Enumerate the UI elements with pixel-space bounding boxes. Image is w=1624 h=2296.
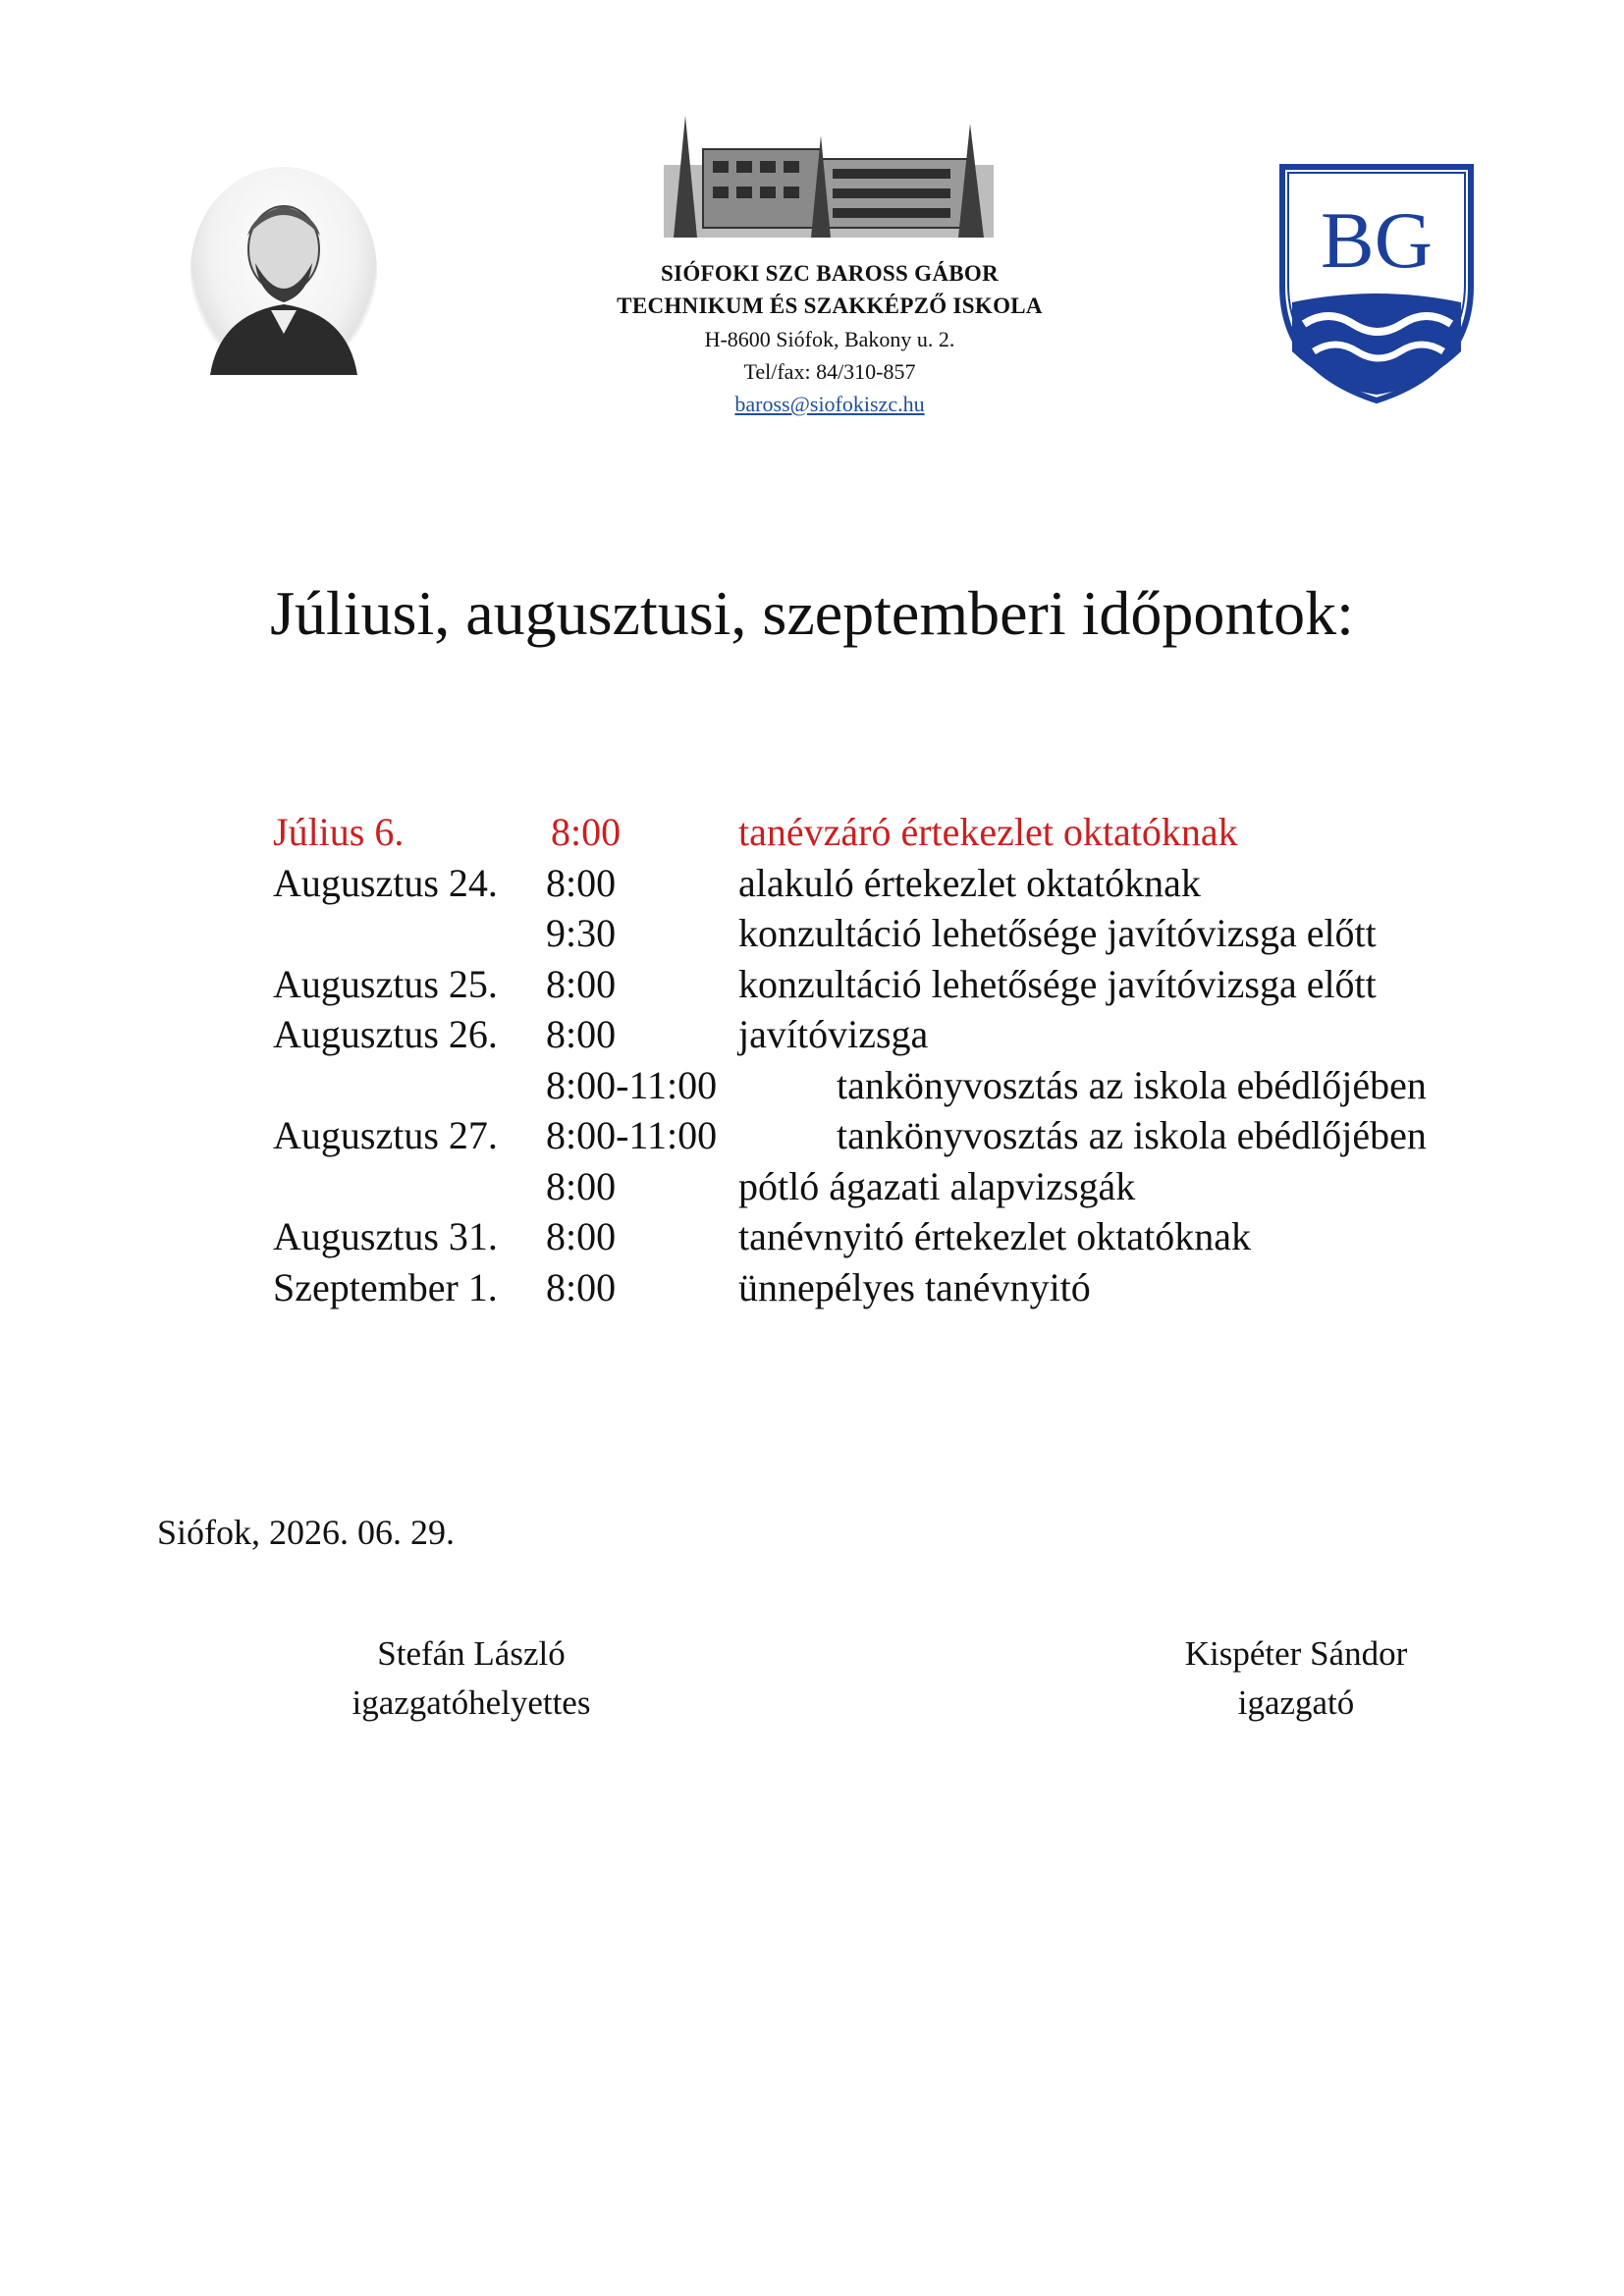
schedule-time: 8:00: [546, 1012, 617, 1056]
school-building-image: [664, 106, 994, 238]
schedule-time: 8:00-11:00: [546, 1062, 718, 1107]
schedule-time: 8:00: [546, 1163, 617, 1208]
schedule-desc: alakuló értekezlet oktatóknak: [738, 860, 1201, 905]
schedule-desc: tankönyvosztás az iskola ebédlőjében: [837, 1113, 1427, 1157]
signature-name: Kispéter Sándor: [1184, 1634, 1408, 1673]
schedule-time: 8:00-11:00: [546, 1113, 718, 1157]
signature-block-director: [1149, 1629, 1443, 1728]
schedule-time: 8:00: [546, 860, 617, 905]
page-title: Júliusi, augusztusi, szeptemberi időpontok:: [270, 578, 1354, 648]
schedule-date: Augusztus 24.: [273, 860, 498, 905]
schedule-time: 8:00: [546, 1214, 617, 1258]
schedule-desc: tankönyvosztás az iskola ebédlőjében: [837, 1062, 1427, 1107]
portrait-image: [190, 167, 377, 375]
schedule-desc: konzultáció lehetősége javítóvizsga előtt: [738, 961, 1377, 1006]
schedule-desc: ünnepélyes tanévnyitó: [738, 1264, 1091, 1309]
schedule-date: Augusztus 31.: [273, 1214, 498, 1258]
schedule-date: Augusztus 26.: [273, 1012, 498, 1056]
school-email-link[interactable]: baross@siofokiszc.hu: [734, 392, 925, 416]
schedule-date: Augusztus 25.: [273, 961, 498, 1006]
schedule-date: Augusztus 27.: [273, 1113, 498, 1157]
school-address: H-8600 Siófok, Bakony u. 2.: [704, 327, 955, 351]
crest-letters: BG: [1321, 195, 1433, 285]
schedule-desc: konzultáció lehetősége javítóvizsga előtt: [738, 911, 1377, 955]
schedule-desc: tanévzáró értekezlet oktatóknak: [738, 810, 1238, 854]
schedule-desc: pótló ágazati alapvizsgák: [738, 1163, 1136, 1208]
schedule-date: Szeptember 1.: [273, 1264, 498, 1309]
school-crest-logo: [1274, 159, 1479, 404]
schedule-time: 8:00: [551, 810, 622, 854]
school-phone: Tel/fax: 84/310-857: [743, 359, 916, 384]
signature-role: igazgatóhelyettes: [352, 1683, 591, 1722]
schedule-desc: tanévnyitó értekezlet oktatóknak: [738, 1214, 1252, 1258]
school-email-wrap: [550, 392, 1110, 417]
school-name-line2: TECHNIKUM ÉS SZAKKÉPZŐ ISKOLA: [617, 294, 1043, 318]
signature-role: igazgató: [1237, 1683, 1355, 1722]
signature-block-deputy: [324, 1629, 619, 1728]
schedule-desc: javítóvizsga: [738, 1012, 929, 1056]
place-date: Siófok, 2026. 06. 29.: [157, 1513, 456, 1552]
schedule-date: Július 6.: [273, 810, 405, 854]
schedule-time: 8:00: [546, 961, 617, 1006]
signature-name: Stefán László: [377, 1634, 566, 1673]
school-name-line1: SIÓFOKI SZC BAROSS GÁBOR: [661, 261, 999, 286]
schedule-time: 8:00: [546, 1264, 617, 1309]
schedule-time: 9:30: [546, 911, 617, 955]
